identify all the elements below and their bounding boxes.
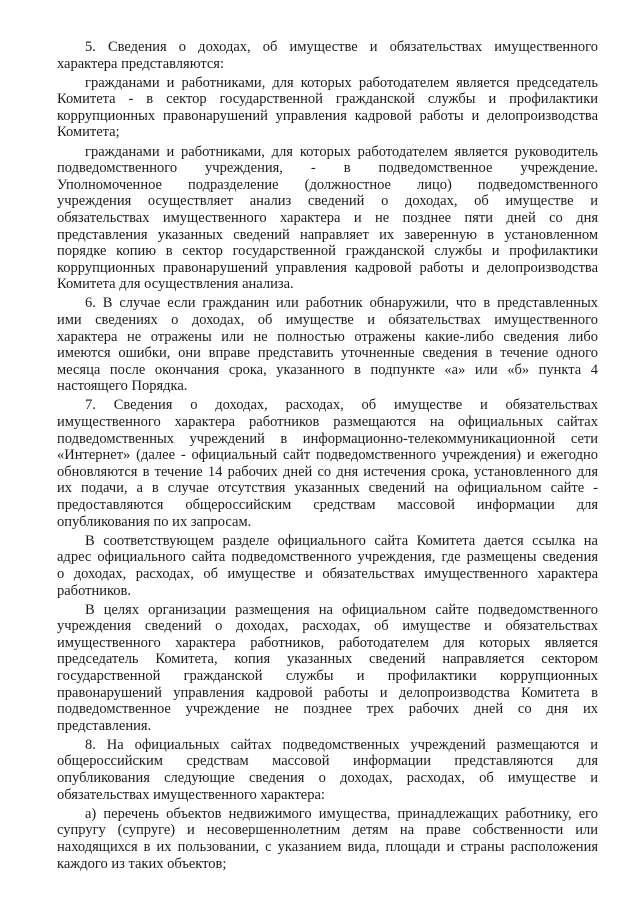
text-line: 8. На официальных сайтах подведомственных учреждений размещаются и: [85, 736, 598, 753]
paragraph: [57, 397, 598, 530]
text-line: «Интернет» (далее - официальный сайт подведомственного учреждения) и ежегодно: [57, 447, 598, 464]
text-line: подведомственного учреждения, - в подведомственное учреждение.: [57, 160, 598, 177]
text-line: обязательствах имущественного характера:: [57, 786, 325, 803]
text-line: Комитета для осуществления анализа.: [57, 276, 294, 293]
text-line: настоящего Порядка.: [57, 378, 188, 395]
paragraph: [57, 533, 598, 599]
text-line: ими сведениях о доходах, об имуществе и обязательствах имущественного: [57, 312, 598, 328]
text-line: находящихся в их пользовании, с указанием вида, площади и страны расположения: [57, 838, 598, 855]
text-line: подведомственное учреждение не позднее трех рабочих дней со дня их: [57, 701, 598, 718]
text-line: В целях организации размещения на официальном сайте подведомственного: [85, 601, 598, 618]
text-line: представления указанных сведений направляет их заверенную в установленном: [57, 226, 598, 243]
text-line: имеются ошибки, они вправе представить уточненные сведения в течение одного: [57, 345, 598, 362]
paragraph: [57, 602, 598, 735]
text-line: председатель Комитета, копия указанных сведений направляется сектором: [57, 651, 598, 668]
text-line: характера не отражены или не полностью отражены какие-либо сведения либо: [57, 328, 598, 345]
text-line: каждого из таких объектов;: [57, 855, 227, 872]
text-line: опубликования следующие сведения о доходах, расходах, об имуществе и: [57, 770, 598, 787]
text-line: работников.: [57, 582, 132, 599]
text-line: гражданами и работниками, для которых работодателем является руководитель: [85, 143, 598, 160]
text-line: адрес официального сайта подведомственного учреждения, где размещены сведения: [57, 549, 598, 566]
text-line: подведомственных учреждений в информационно-телекоммуникационной сети: [57, 430, 598, 447]
text-line: общероссийским средствам массовой информации представляются для: [57, 753, 598, 770]
text-line: опубликования по их запросам.: [57, 513, 252, 530]
text-line: обязательствах имущественного характера и не позднее пяти дней со дня: [57, 209, 598, 226]
text-line: коррупционных правонарушений управления кадровой работы и делопроизводства: [57, 259, 598, 276]
text-line: учреждения сведений о доходах, расходах, об имуществе и обязательствах: [57, 618, 598, 635]
text-line: характера представляются:: [57, 55, 224, 72]
paragraph: [57, 39, 598, 72]
text-line: имущественного характера работников размещаются на официальных сайтах: [57, 414, 598, 431]
paragraph: [57, 806, 598, 872]
text-line: а) перечень объектов недвижимого имущества, принадлежащих работнику, его: [85, 805, 598, 822]
text-line: 6. В случае если гражданин или работник обнаружили, что в представленных: [85, 295, 598, 312]
paragraph: [57, 737, 598, 803]
text-line: обновляются в течение 14 рабочих дней со дня истечения срока, установленного для: [57, 463, 598, 480]
text-line: учреждения осуществляет анализ сведений о доходах, об имуществе и: [57, 193, 598, 210]
text-line: супругу (супруге) и несовершеннолетним детям на праве собственности или: [57, 822, 598, 839]
text-line: представления.: [57, 717, 152, 734]
text-line: о доходах, расходах, об имуществе и обязательствах имущественного характера: [57, 565, 598, 582]
text-line: месяца после окончания срока, указанного в подпункте «а» или «б» пункта 4: [57, 361, 598, 378]
text-line: имущественного характера работников, работодателем для которых является: [57, 634, 598, 651]
text-line: 5. Сведения о доходах, об имуществе и обязательствах имущественного: [85, 39, 598, 55]
text-line: гражданами и работниками, для которых работодателем является председатель: [85, 74, 598, 91]
text-line: предоставляются общероссийским средствам массовой информации для: [57, 497, 598, 514]
text-line: коррупционных правонарушений управления кадровой работы и делопроизводства: [57, 107, 598, 124]
text-line: 7. Сведения о доходах, расходах, об имуществе и обязательствах: [85, 397, 598, 414]
text-line: Уполномоченное подразделение (должностное лицо) подведомственного: [57, 176, 598, 193]
text-line: Комитета;: [57, 124, 120, 141]
document-body: [57, 39, 598, 872]
paragraph: [57, 75, 598, 141]
text-line: Комитета - в сектор государственной гражданской службы и профилактики: [57, 91, 598, 108]
text-line: их подачи, а в случае отсутствия указанных сведений на официальном сайте -: [57, 480, 598, 497]
paragraph: [57, 295, 598, 395]
text-line: порядке копию в сектор государственной гражданской службы и профилактики: [57, 243, 598, 260]
text-line: В соответствующем разделе официального сайта Комитета дается ссылка на: [85, 532, 598, 549]
text-line: правонарушений управления кадровой работы и делопроизводства Комитета в: [57, 684, 598, 701]
text-line: государственной гражданской службы и профилактики коррупционных: [57, 667, 598, 684]
paragraph: [57, 144, 598, 293]
